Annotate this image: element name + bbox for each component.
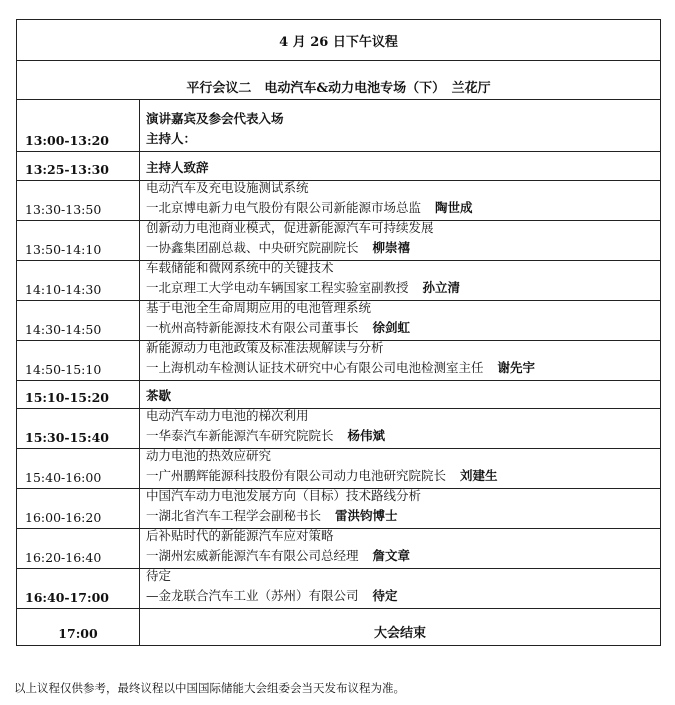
row-content (140, 221, 660, 260)
row-topic: 基于电池全生命周期应用的电池管理系统 (146, 300, 372, 315)
speaker-org: 一北京理工大学电动车辆国家工程实验室副教授 (146, 280, 409, 295)
row-topic: 电动汽车及充电设施测试系统 (146, 180, 309, 195)
table-row (17, 300, 660, 340)
row-time: 14:30-14:50 (17, 301, 140, 340)
speaker-org: 一湖州宏威新能源汽车有限公司总经理 (146, 548, 359, 563)
row-topic: 后补贴时代的新能源汽车应对策略 (146, 528, 334, 543)
row-topic: 主持人致辞 (146, 160, 209, 175)
speaker-name: 陶世成 (435, 200, 473, 215)
row-speaker-line (146, 238, 660, 258)
closing-time: 17:00 (17, 609, 140, 645)
row-speaker-line (146, 466, 660, 486)
table-row (17, 151, 660, 180)
row-topic (146, 138, 660, 158)
row-content (140, 261, 660, 300)
row-content (140, 301, 660, 340)
row-speaker-line (146, 318, 660, 338)
speaker-name: 待定 (372, 588, 398, 603)
speaker-name: 雷洪钧博士 (335, 508, 398, 523)
table-row (17, 528, 660, 568)
row-content (140, 529, 660, 568)
row-speaker-line (146, 278, 660, 298)
speaker-name: 詹文章 (372, 548, 411, 563)
row-content (140, 449, 660, 488)
row-speaker-line (146, 198, 660, 218)
table-row (17, 488, 660, 528)
row-time: 16:00-16:20 (17, 489, 140, 528)
table-row (17, 260, 660, 300)
row-speaker-line (146, 506, 660, 526)
footnote: 以上议程仅供参考，最终议程以中国国际储能大会组委会当天发布议程为准。 (14, 681, 405, 695)
speaker-name: 徐剑虹 (372, 320, 411, 335)
speaker-org: 一广州鹏辉能源科技股份有限公司动力电池研究院院长 (146, 468, 447, 483)
row-content (140, 489, 660, 528)
row-time: 16:40-17:00 (17, 569, 140, 608)
row-topic: 茶歇 (146, 388, 172, 403)
row-content (140, 381, 660, 408)
row-time: 15:10-15:20 (17, 381, 140, 408)
agenda-title: 4 月 26 日下午议程 (279, 34, 398, 50)
row-time: 16:20-16:40 (17, 529, 140, 568)
row-topic: 主持人： (146, 131, 197, 146)
table-row (17, 380, 660, 408)
title-row (17, 20, 660, 60)
row-time: 15:30-15:40 (17, 409, 140, 448)
row-content (140, 569, 660, 608)
row-time: 13:00-13:20 (17, 100, 140, 151)
table-row (17, 220, 660, 260)
speaker-org: 一协鑫集团副总裁、中央研究院副院长 (146, 240, 359, 255)
agenda-table (16, 19, 661, 646)
row-topic: 演讲嘉宾及参会代表入场 (146, 111, 284, 126)
row-time: 13:50-14:10 (17, 221, 140, 260)
row-topic (146, 366, 660, 386)
closing-label: 大会结束 (373, 626, 426, 641)
speaker-org: 一湖北省汽车工程学会副秘书长 (146, 508, 322, 523)
speaker-name: 孙立清 (422, 280, 461, 295)
speaker-org: 一北京博电新力电气股份有限公司新能源市场总监 (146, 200, 422, 215)
speaker-org: 一杭州高特新能源技术有限公司董事长 (146, 320, 359, 335)
row-time: 14:10-14:30 (17, 261, 140, 300)
row-time: 15:40-16:00 (17, 449, 140, 488)
row-time: 13:25-13:30 (17, 152, 140, 180)
row-speaker-line (146, 546, 660, 566)
row-speaker-line (146, 426, 660, 446)
row-topic: 创新动力电池商业模式，促进新能源汽车可持续发展 (146, 220, 434, 235)
speaker-name: 谢先宇 (497, 360, 536, 375)
session-title: 平行会议二 电动汽车&动力电池专场（下） 兰花厅 (186, 81, 491, 96)
row-time: 14:50-15:10 (17, 341, 140, 380)
row-topic: 车载储能和微网系统中的关键技术 (146, 260, 334, 275)
agenda-rows (17, 99, 660, 608)
row-time: 13:30-13:50 (17, 181, 140, 220)
speaker-org: —金龙联合汽车工业（苏州）有限公司 (146, 588, 359, 603)
row-content (140, 181, 660, 220)
table-row (17, 448, 660, 488)
speaker-name: 刘建生 (460, 468, 498, 483)
row-speaker-line (146, 586, 660, 606)
row-topic: 电动汽车动力电池的梯次利用 (146, 408, 309, 423)
row-topic: 中国汽车动力电池发展方向（目标）技术路线分析 (146, 488, 422, 503)
row-topic: 新能源动力电池政策及标准法规解读与分析 (146, 340, 384, 355)
speaker-name: 杨伟斌 (347, 428, 386, 443)
session-row (17, 60, 660, 99)
table-row (17, 568, 660, 608)
row-content (140, 152, 660, 180)
row-content (140, 409, 660, 448)
table-row (17, 180, 660, 220)
row-topic: 待定 (146, 568, 172, 583)
row-topic: 动力电池的热效应研究 (146, 448, 272, 463)
speaker-org: 一上海机动车检测认证技术研究中心有限公司电池检测室主任 (146, 360, 484, 375)
speaker-org: 一华泰汽车新能源汽车研究院院长 (146, 428, 334, 443)
closing-row (17, 608, 660, 645)
table-row (17, 408, 660, 448)
speaker-name: 柳崇禧 (372, 240, 411, 255)
